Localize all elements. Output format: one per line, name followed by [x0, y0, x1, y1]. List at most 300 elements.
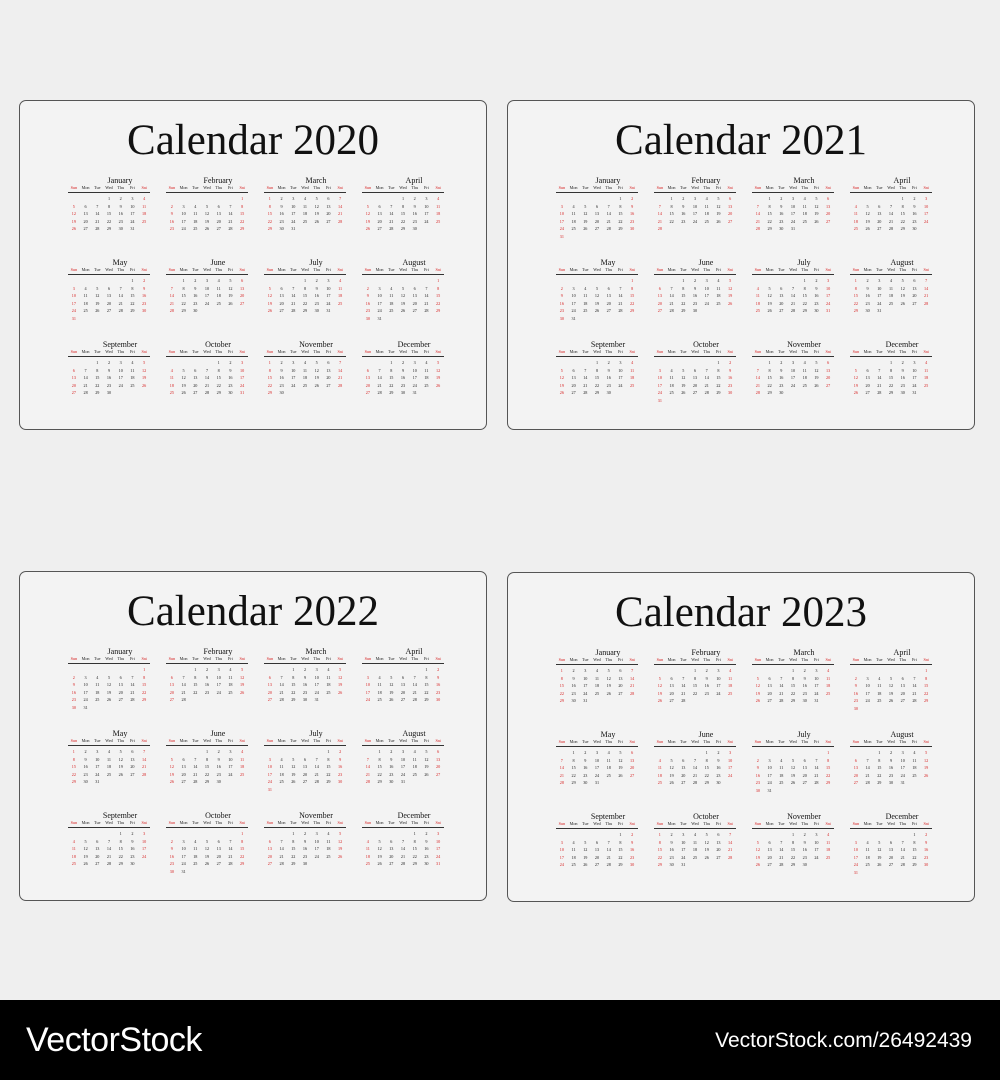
day-grid: [166, 830, 248, 876]
day-cell: 9: [107, 367, 111, 373]
weekday-label: Mon: [569, 739, 578, 744]
day-cell: 1: [631, 278, 634, 283]
day-cell: 3: [682, 832, 685, 837]
month-block: [166, 647, 248, 729]
day-cell: 1: [194, 667, 197, 672]
day-cell: 15: [118, 846, 123, 852]
weekday-header: [68, 820, 150, 828]
day-cell: 16: [71, 689, 76, 695]
day-cell: 30: [755, 787, 760, 793]
weekday-label: Thu: [899, 821, 907, 826]
day-cell: 24: [71, 308, 76, 314]
day-cell: 1: [425, 667, 428, 672]
day-cell: 19: [583, 854, 588, 860]
day-cell: 15: [618, 847, 623, 853]
day-cell: 31: [71, 315, 76, 321]
day-empty: [421, 277, 433, 285]
day-cell: 24: [314, 853, 319, 859]
day-cell: 6: [803, 757, 806, 763]
day-cell: 8: [378, 756, 381, 762]
day-cell: 10: [559, 211, 564, 217]
day-cell: 15: [193, 682, 198, 688]
day-cell: 1: [768, 360, 771, 365]
day-cell: 17: [618, 375, 623, 381]
day-cell: 18: [888, 293, 894, 299]
day-cell: 25: [302, 218, 308, 224]
weekday-label: Thu: [313, 267, 321, 272]
day-cell: 19: [767, 300, 772, 306]
day-cell: 2: [803, 668, 806, 673]
day-cell: 31: [571, 315, 576, 321]
day-cell: 29: [900, 226, 905, 232]
day-cell: 10: [181, 846, 186, 852]
day-cell: 16: [630, 847, 635, 853]
day-cell: 26: [716, 218, 721, 224]
weekday-header: [752, 657, 834, 665]
day-cell: 6: [631, 750, 634, 755]
day-cell: 2: [280, 196, 283, 201]
day-cell: 30: [83, 779, 88, 785]
day-cell: 29: [790, 862, 796, 868]
day-cell: 15: [400, 211, 406, 217]
day-cell: 1: [205, 749, 209, 754]
day-cell: 17: [83, 689, 88, 695]
weekday-header: [850, 349, 932, 357]
day-cell: 23: [314, 300, 319, 306]
weekday-label: Tue: [290, 185, 297, 190]
day-cell: 27: [169, 697, 174, 703]
day-cell: 22: [436, 300, 441, 306]
day-cell: 12: [436, 367, 441, 373]
weekday-label: Tue: [290, 349, 297, 354]
weekday-header: [850, 657, 932, 665]
day-cell: 27: [436, 771, 441, 777]
day-cell: 3: [425, 196, 428, 201]
day-cell: 5: [96, 285, 99, 291]
day-cell: 10: [228, 756, 233, 762]
day-cell: 13: [181, 764, 186, 770]
day-cell: 16: [912, 211, 917, 217]
day-cell: 3: [205, 278, 209, 283]
weekday-label: Mon: [667, 739, 676, 744]
day-cell: 4: [241, 749, 244, 754]
day-cell: 23: [169, 226, 174, 232]
day-cell: 11: [95, 682, 100, 688]
day-cell: 22: [559, 690, 564, 696]
day-cell: 15: [716, 375, 721, 381]
day-cell: 24: [365, 697, 370, 703]
weekday-header: [752, 185, 834, 193]
day-empty: [397, 277, 409, 285]
day-cell: 29: [302, 308, 308, 314]
day-cell: 4: [194, 203, 197, 209]
day-cell: 8: [143, 674, 146, 680]
day-cell: 25: [71, 861, 76, 867]
weekday-label: Wed: [203, 820, 211, 825]
day-cell: 9: [803, 839, 806, 845]
weekday-label: Sun: [656, 267, 664, 272]
day-cell: 9: [866, 285, 869, 291]
day-cell: 7: [913, 675, 916, 681]
weekday-label: Sat: [141, 185, 147, 190]
month-name: January: [595, 176, 621, 185]
day-empty: [556, 831, 568, 839]
weekday-label: Sun: [754, 185, 762, 190]
day-cell: 21: [377, 382, 382, 388]
weekday-label: Wed: [399, 656, 407, 661]
day-cell: 15: [767, 375, 772, 381]
weekday-label: Fri: [129, 267, 135, 272]
day-cell: 13: [826, 367, 831, 373]
day-cell: 31: [912, 390, 917, 396]
weekday-label: Fri: [227, 349, 233, 354]
day-cell: 17: [267, 771, 272, 777]
day-cell: 25: [389, 308, 394, 314]
day-cell: 2: [682, 196, 685, 201]
day-cell: 14: [142, 756, 147, 762]
day-cell: 4: [107, 749, 111, 754]
month-block: [850, 648, 932, 730]
weekday-label: Sun: [70, 820, 78, 825]
day-cell: 12: [267, 293, 272, 299]
day-cell: 10: [826, 285, 831, 291]
weekday-header: [166, 820, 248, 828]
day-cell: 30: [692, 308, 698, 314]
day-cell: 29: [71, 779, 76, 785]
day-cell: 24: [924, 218, 929, 224]
weekday-label: Sun: [168, 349, 176, 354]
day-cell: 23: [412, 218, 417, 224]
day-cell: 3: [560, 203, 563, 209]
weekday-label: Wed: [593, 267, 601, 272]
day-cell: 13: [389, 846, 394, 852]
day-cell: 29: [802, 308, 807, 314]
calendar-card-2020: [19, 100, 487, 430]
day-cell: 9: [705, 675, 708, 681]
day-cell: 26: [814, 382, 819, 388]
day-cell: 9: [901, 367, 904, 373]
day-cell: 17: [291, 375, 296, 381]
day-cell: 26: [169, 779, 174, 785]
day-cell: 3: [791, 360, 795, 365]
month-name: April: [405, 176, 423, 185]
day-cell: 12: [755, 847, 760, 853]
day-cell: 9: [815, 285, 818, 291]
day-cell: 15: [267, 211, 272, 217]
day-cell: 16: [228, 375, 233, 381]
day-cell: 15: [912, 847, 917, 853]
day-cell: 19: [716, 211, 721, 217]
day-cell: 22: [912, 854, 917, 860]
month-block: [362, 176, 444, 258]
day-empty: [775, 749, 787, 757]
month-name: December: [885, 812, 919, 821]
day-cell: 2: [756, 757, 759, 763]
day-cell: 17: [692, 211, 698, 217]
day-cell: 19: [900, 293, 905, 299]
weekday-header: [654, 657, 736, 665]
day-cell: 10: [583, 675, 588, 681]
weekday-label: Wed: [593, 657, 601, 662]
day-cell: 15: [877, 765, 882, 771]
day-cell: 23: [853, 698, 858, 704]
day-cell: 29: [559, 698, 564, 704]
weekday-label: Sat: [727, 657, 733, 662]
day-cell: 4: [803, 360, 806, 365]
day-cell: 23: [692, 300, 698, 306]
day-cell: 23: [302, 689, 308, 695]
month-name: January: [107, 176, 133, 185]
day-cell: 31: [181, 868, 186, 874]
day-cell: 27: [657, 308, 662, 314]
day-cell: 24: [865, 698, 870, 704]
day-cell: 28: [228, 226, 233, 232]
weekday-label: Sun: [852, 657, 860, 662]
day-cell: 8: [327, 756, 330, 762]
day-cell: 11: [71, 846, 76, 852]
day-cell: 6: [595, 203, 599, 209]
month-block: [556, 648, 638, 730]
day-cell: 11: [279, 764, 284, 770]
day-cell: 30: [924, 862, 929, 868]
day-cell: 27: [681, 780, 686, 786]
day-empty: [374, 359, 386, 367]
day-cell: 18: [326, 846, 331, 852]
weekday-label: Mon: [667, 821, 676, 826]
weekday-header: [362, 738, 444, 746]
day-cell: 13: [412, 293, 417, 299]
weekday-label: Tue: [192, 185, 199, 190]
day-cell: 17: [877, 293, 882, 299]
weekday-label: Thu: [605, 821, 613, 826]
day-cell: 16: [314, 293, 319, 299]
month-block: [264, 258, 346, 340]
weekday-label: Mon: [277, 185, 286, 190]
day-cell: 21: [755, 382, 760, 388]
day-grid: [752, 195, 834, 233]
day-cell: 8: [682, 285, 685, 291]
day-cell: 14: [228, 211, 233, 217]
day-cell: 8: [619, 839, 622, 845]
day-cell: 6: [366, 367, 369, 373]
month-name: October: [205, 340, 231, 349]
day-cell: 3: [143, 831, 146, 836]
day-empty: [752, 277, 764, 285]
day-cell: 13: [900, 683, 905, 689]
day-cell: 5: [670, 757, 673, 763]
day-empty: [362, 666, 374, 674]
day-cell: 11: [106, 756, 112, 762]
day-cell: 7: [229, 203, 232, 209]
day-cell: 27: [302, 779, 308, 785]
day-cell: 30: [853, 705, 858, 711]
day-cell: 29: [571, 780, 576, 786]
day-cell: 16: [83, 764, 88, 770]
day-cell: 9: [756, 765, 759, 771]
weekday-header: [362, 267, 444, 275]
day-empty: [873, 195, 885, 203]
month-name: April: [893, 176, 911, 185]
day-cell: 20: [888, 854, 894, 860]
day-cell: 12: [142, 367, 147, 373]
months-grid: [556, 176, 928, 426]
day-empty: [752, 359, 764, 367]
day-grid: [556, 277, 638, 323]
day-cell: 29: [106, 226, 112, 232]
day-cell: 8: [901, 203, 904, 209]
day-cell: 13: [83, 211, 88, 217]
weekday-label: Tue: [680, 267, 687, 272]
weekday-header: [264, 656, 346, 664]
day-cell: 24: [559, 862, 564, 868]
day-cell: 20: [169, 689, 174, 695]
day-cell: 10: [83, 682, 88, 688]
day-cell: 28: [704, 390, 709, 396]
day-cell: 25: [279, 779, 284, 785]
day-empty: [666, 749, 678, 757]
weekday-label: Sun: [364, 738, 372, 743]
day-cell: 25: [657, 780, 662, 786]
day-cell: 24: [291, 218, 296, 224]
day-cell: 5: [170, 756, 173, 762]
day-cell: 23: [900, 382, 905, 388]
day-cell: 20: [83, 218, 88, 224]
day-cell: 19: [118, 764, 123, 770]
day-cell: 27: [326, 382, 331, 388]
day-cell: 15: [95, 375, 100, 381]
weekday-label: Tue: [582, 185, 589, 190]
day-cell: 4: [280, 756, 283, 762]
day-cell: 8: [401, 203, 405, 209]
day-cell: 5: [756, 839, 759, 845]
day-cell: 15: [924, 683, 929, 689]
day-cell: 23: [912, 218, 917, 224]
day-cell: 15: [130, 293, 135, 299]
month-name: November: [787, 812, 821, 821]
weekday-label: Sun: [364, 820, 372, 825]
day-cell: 1: [901, 196, 904, 201]
day-cell: 19: [790, 772, 796, 778]
weekday-label: Mon: [277, 267, 286, 272]
day-cell: 23: [279, 218, 284, 224]
day-cell: 20: [630, 765, 635, 771]
day-empty: [385, 830, 397, 838]
day-cell: 17: [583, 683, 588, 689]
weekday-label: Thu: [411, 656, 419, 661]
day-empty: [615, 277, 627, 285]
weekday-label: Mon: [179, 656, 188, 661]
weekday-label: Thu: [899, 185, 907, 190]
month-block: [68, 340, 150, 422]
day-cell: 2: [780, 196, 783, 201]
day-cell: 17: [790, 375, 796, 381]
day-cell: 7: [339, 196, 342, 201]
day-cell: 1: [119, 831, 122, 836]
day-cell: 13: [853, 765, 858, 771]
month-name: December: [397, 811, 431, 820]
weekday-label: Fri: [617, 739, 623, 744]
day-cell: 17: [412, 375, 417, 381]
day-cell: 29: [924, 698, 929, 704]
day-cell: 24: [877, 300, 882, 306]
day-cell: 6: [217, 203, 220, 209]
day-cell: 27: [216, 861, 221, 867]
day-cell: 22: [594, 382, 600, 388]
month-block: [850, 730, 932, 812]
day-cell: 5: [717, 196, 720, 201]
weekday-label: Tue: [388, 185, 395, 190]
day-cell: 5: [889, 675, 893, 681]
day-cell: 22: [267, 218, 272, 224]
day-cell: 1: [72, 749, 75, 754]
day-cell: 16: [853, 690, 858, 696]
day-cell: 23: [216, 771, 221, 777]
day-cell: 22: [716, 382, 721, 388]
day-cell: 11: [302, 367, 308, 373]
day-cell: 31: [853, 869, 858, 875]
day-cell: 22: [618, 854, 623, 860]
day-empty: [385, 666, 397, 674]
day-cell: 5: [854, 367, 857, 373]
day-cell: 12: [606, 675, 611, 681]
day-cell: 6: [72, 367, 75, 373]
day-cell: 20: [106, 300, 112, 306]
day-cell: 26: [618, 772, 623, 778]
day-cell: 12: [900, 285, 905, 291]
day-cell: 10: [853, 847, 858, 853]
day-cell: 13: [365, 375, 370, 381]
day-cell: 28: [412, 697, 417, 703]
day-cell: 21: [314, 771, 319, 777]
day-cell: 15: [291, 846, 296, 852]
day-cell: 14: [657, 211, 662, 217]
day-cell: 17: [95, 764, 100, 770]
weekday-label: Thu: [411, 349, 419, 354]
day-cell: 2: [205, 667, 209, 672]
weekday-label: Mon: [277, 656, 286, 661]
day-cell: 26: [314, 382, 319, 388]
weekday-label: Fri: [423, 185, 429, 190]
day-cell: 20: [181, 771, 186, 777]
weekday-header: [850, 185, 932, 193]
day-cell: 24: [716, 690, 721, 696]
day-cell: 25: [193, 861, 198, 867]
day-cell: 26: [704, 854, 709, 860]
weekday-label: Sun: [168, 820, 176, 825]
weekday-label: Tue: [778, 349, 785, 354]
weekday-label: Mon: [765, 821, 774, 826]
day-cell: 12: [181, 375, 186, 381]
weekday-label: Sat: [239, 820, 245, 825]
day-cell: 8: [217, 367, 220, 373]
day-empty: [299, 748, 311, 756]
weekday-label: Fri: [813, 185, 819, 190]
day-cell: 20: [279, 300, 284, 306]
day-cell: 14: [865, 765, 870, 771]
day-cell: 14: [106, 846, 112, 852]
day-empty: [799, 749, 811, 757]
day-cell: 20: [193, 382, 198, 388]
day-cell: 5: [768, 285, 771, 291]
weekday-label: Wed: [887, 739, 895, 744]
day-cell: 10: [814, 839, 819, 845]
day-cell: 2: [315, 278, 318, 283]
day-cell: 15: [853, 293, 858, 299]
day-cell: 21: [130, 689, 135, 695]
month-block: [556, 730, 638, 812]
weekday-label: Wed: [593, 185, 601, 190]
day-cell: 12: [583, 847, 588, 853]
